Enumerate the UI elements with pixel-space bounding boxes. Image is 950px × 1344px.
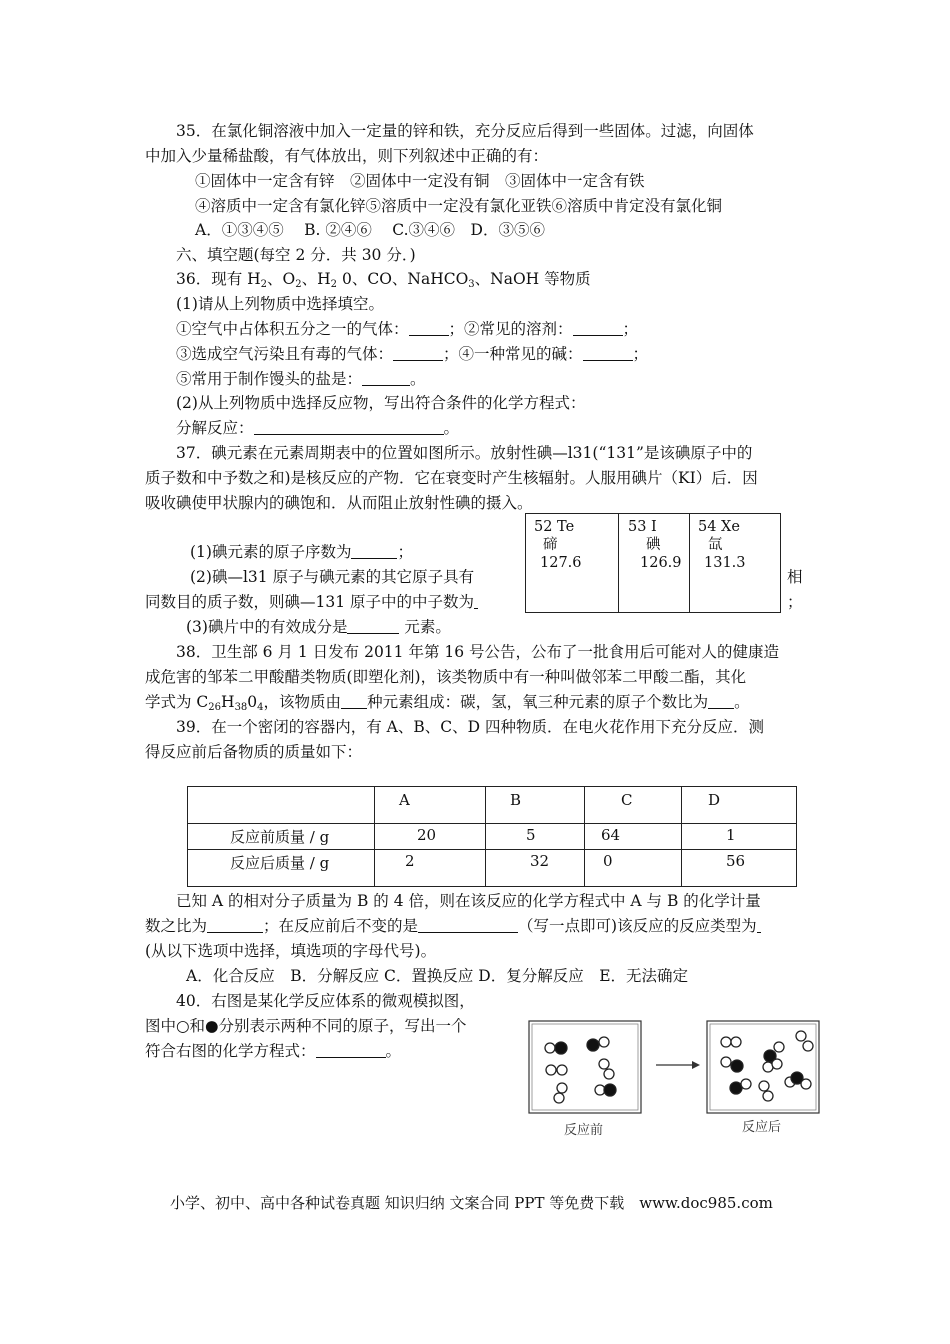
table-cell: 56 <box>682 850 797 887</box>
answer-blank[interactable] <box>583 345 633 361</box>
answer-blank[interactable] <box>351 543 397 559</box>
arrow-icon <box>656 1061 700 1069</box>
q36-intro: 36．现有 $H_2$、$O_2$、$H_2$ 0、CO、NaHCO$_3$、NaOH 等物质 <box>176 270 591 290</box>
table-header-cell: C <box>585 787 682 824</box>
answer-blank[interactable] <box>573 320 623 336</box>
answer-blank[interactable] <box>316 1042 386 1058</box>
table-header-row <box>188 787 797 824</box>
answer-blank[interactable] <box>347 618 399 634</box>
answer-blank[interactable] <box>362 370 410 386</box>
before-label: 反应前 <box>564 1123 604 1138</box>
q40-line1: 40．右图是某化学反应体系的微观模拟图， <box>176 992 475 1010</box>
table-cell: 32 <box>486 850 585 887</box>
table-cell: 5 <box>486 824 585 850</box>
answer-blank[interactable] <box>393 345 443 361</box>
q35-options-1: ①固体中一定含有锌 ②固体中一定没有铜 ③固体中一定含有铁 <box>195 172 645 190</box>
section-heading: 六、填空题(每空 2 分．共 30 分．) <box>176 246 416 264</box>
q40-line3: 符合右图的化学方程式： 。 <box>145 1042 402 1060</box>
element-mass: 126.9 <box>640 555 682 571</box>
q35-choices: A．①③④⑤ B. ②④⑥ C.③④⑥ D．③⑤⑥ <box>195 221 545 239</box>
q38-line3: 学式为 $C_{26}H_{38}0_4$，该物质由 种元素组成：碳，氢，氧三种元素的原子个数比为 。 <box>145 693 750 713</box>
answer-blank[interactable] <box>207 917 263 933</box>
element-mass: 127.6 <box>540 555 582 571</box>
element-number-symbol: 53 I <box>628 519 657 535</box>
q35-line2: 中加入少量稀盐酸，有气体放出，则下列叙述中正确的有： <box>145 147 549 165</box>
q38-line2: 成危害的邹苯二甲酸醋类物质(即塑化剂)，该类物质中有一种叫做邻苯二甲酸二酯，其化 <box>145 668 747 686</box>
answer-blank[interactable] <box>409 320 449 336</box>
element-number-symbol: 52 Te <box>534 519 575 535</box>
table-cell: 20 <box>375 824 486 850</box>
table-cell: 1 <box>682 824 797 850</box>
q35-line1: 35．在氯化铜溶液中加入一定量的锌和铁，充分反应后得到一些固体。过滤，向固体 <box>176 122 754 140</box>
after-box <box>707 1021 819 1113</box>
q36-line-a: ①空气中占体积五分之一的气体： ；②常见的溶剂： ； <box>176 320 639 338</box>
q36-line-b: ③选成空气污染且有毒的气体： ；④一种常见的碱： ； <box>176 345 649 363</box>
q39-text1: 已知 A 的相对分子质量为 B 的 4 倍，则在该反应的化学方程式中 A 与 B 的化学计量 <box>176 892 761 910</box>
q37-line2: 质子数和中予数之和)是核反应的产物．它在衰变时产生核辐射。人服用碘片（KI）后．因 <box>145 469 758 487</box>
table-header-cell <box>188 787 375 824</box>
q36-part2: (2)从上列物质中选择反应物，写出符合条件的化学方程式： <box>176 394 586 412</box>
q37-sub2b: 同数目的质子数，则碘—131 原子中的中子数为 <box>145 592 478 612</box>
q37-sub1: (1)碘元素的原子序数为 ； <box>190 543 413 561</box>
q37-sub2-tail: 相 <box>787 568 803 586</box>
mass-table <box>187 786 797 887</box>
page-footer: 小学、初中、高中各种试卷真题 知识归纳 文案合同 PPT 等免费下载 www.doc985.com <box>170 1194 773 1212</box>
q35-options-2: ④溶质中一定含有氯化锌⑤溶质中一定没有氯化亚铁⑥溶质中肯定没有氯化铜 <box>195 197 723 215</box>
table-header-cell: D <box>682 787 797 824</box>
row-label: 反应后质量 / g <box>188 850 375 887</box>
answer-blank[interactable] <box>757 917 761 933</box>
table-header-cell: B <box>486 787 585 824</box>
q38-line1: 38．卫生部 6 月 1 日发布 2011 年第 16 号公告，公布了一批食用后可能对人的健康造 <box>176 643 780 661</box>
element-name: 碘 <box>646 537 661 553</box>
q39-text2: 数之比为 ；在反应前后不变的是 （写一点即可)该反应的反应类型为 <box>145 916 761 936</box>
answer-blank[interactable] <box>254 419 444 435</box>
element-name: 碲 <box>543 537 558 553</box>
table-cell: 2 <box>375 850 486 887</box>
q36-part1: (1)请从上列物质中选择填空。 <box>176 295 384 313</box>
q37-sub2: (2)碘—l31 原子与碘元素的其它原子具有 <box>190 568 475 586</box>
element-mass: 131.3 <box>704 555 746 571</box>
table-cell: 0 <box>585 850 682 887</box>
answer-blank[interactable] <box>418 917 518 933</box>
q40-line2: 图中○和●分别表示两种不同的原子，写出一个 <box>145 1017 467 1035</box>
q39-text3: (从以下选项中选择，填选项的字母代号)。 <box>145 942 437 960</box>
q37-sub2b-end: ； <box>787 593 803 611</box>
q36-line-c: ⑤常用于制作馒头的盐是： 。 <box>176 370 426 388</box>
element-number-symbol: 54 Xe <box>698 519 740 535</box>
element-name: 氙 <box>708 537 723 553</box>
q37-sub3: (3)碘片中的有效成分是 元素。 <box>186 618 451 636</box>
periodic-table-excerpt <box>525 513 781 613</box>
before-box <box>529 1021 641 1113</box>
q39-options: A．化合反应 B．分解反应 C．置换反应 D．复分解反应 E．无法确定 <box>186 967 689 985</box>
table-header-cell: A <box>375 787 486 824</box>
q39-line2: 得反应前后备物质的质量如下： <box>145 743 363 761</box>
table-row <box>188 824 797 850</box>
row-label: 反应前质量 / g <box>188 824 375 850</box>
after-label: 反应后 <box>742 1120 782 1135</box>
answer-blank[interactable] <box>708 693 734 709</box>
q37-line3: 吸收碘使甲状腺内的碘饱和．从而阻止放射性碘的摄入。 <box>145 494 533 512</box>
q37-line1: 37．碘元素在元素周期表中的位置如图所示。放射性碘—l31(“131”是该碘原子中的 <box>176 444 753 462</box>
table-row <box>188 850 797 887</box>
q36-line-d: 分解反应： 。 <box>176 419 460 437</box>
answer-blank[interactable] <box>341 693 367 709</box>
table-cell: 64 <box>585 824 682 850</box>
q39-line1: 39．在一个密闭的容器内，有 A、B、C、D 四种物质．在电火花作用下充分反应．测 <box>176 718 764 736</box>
answer-blank[interactable] <box>474 593 478 609</box>
